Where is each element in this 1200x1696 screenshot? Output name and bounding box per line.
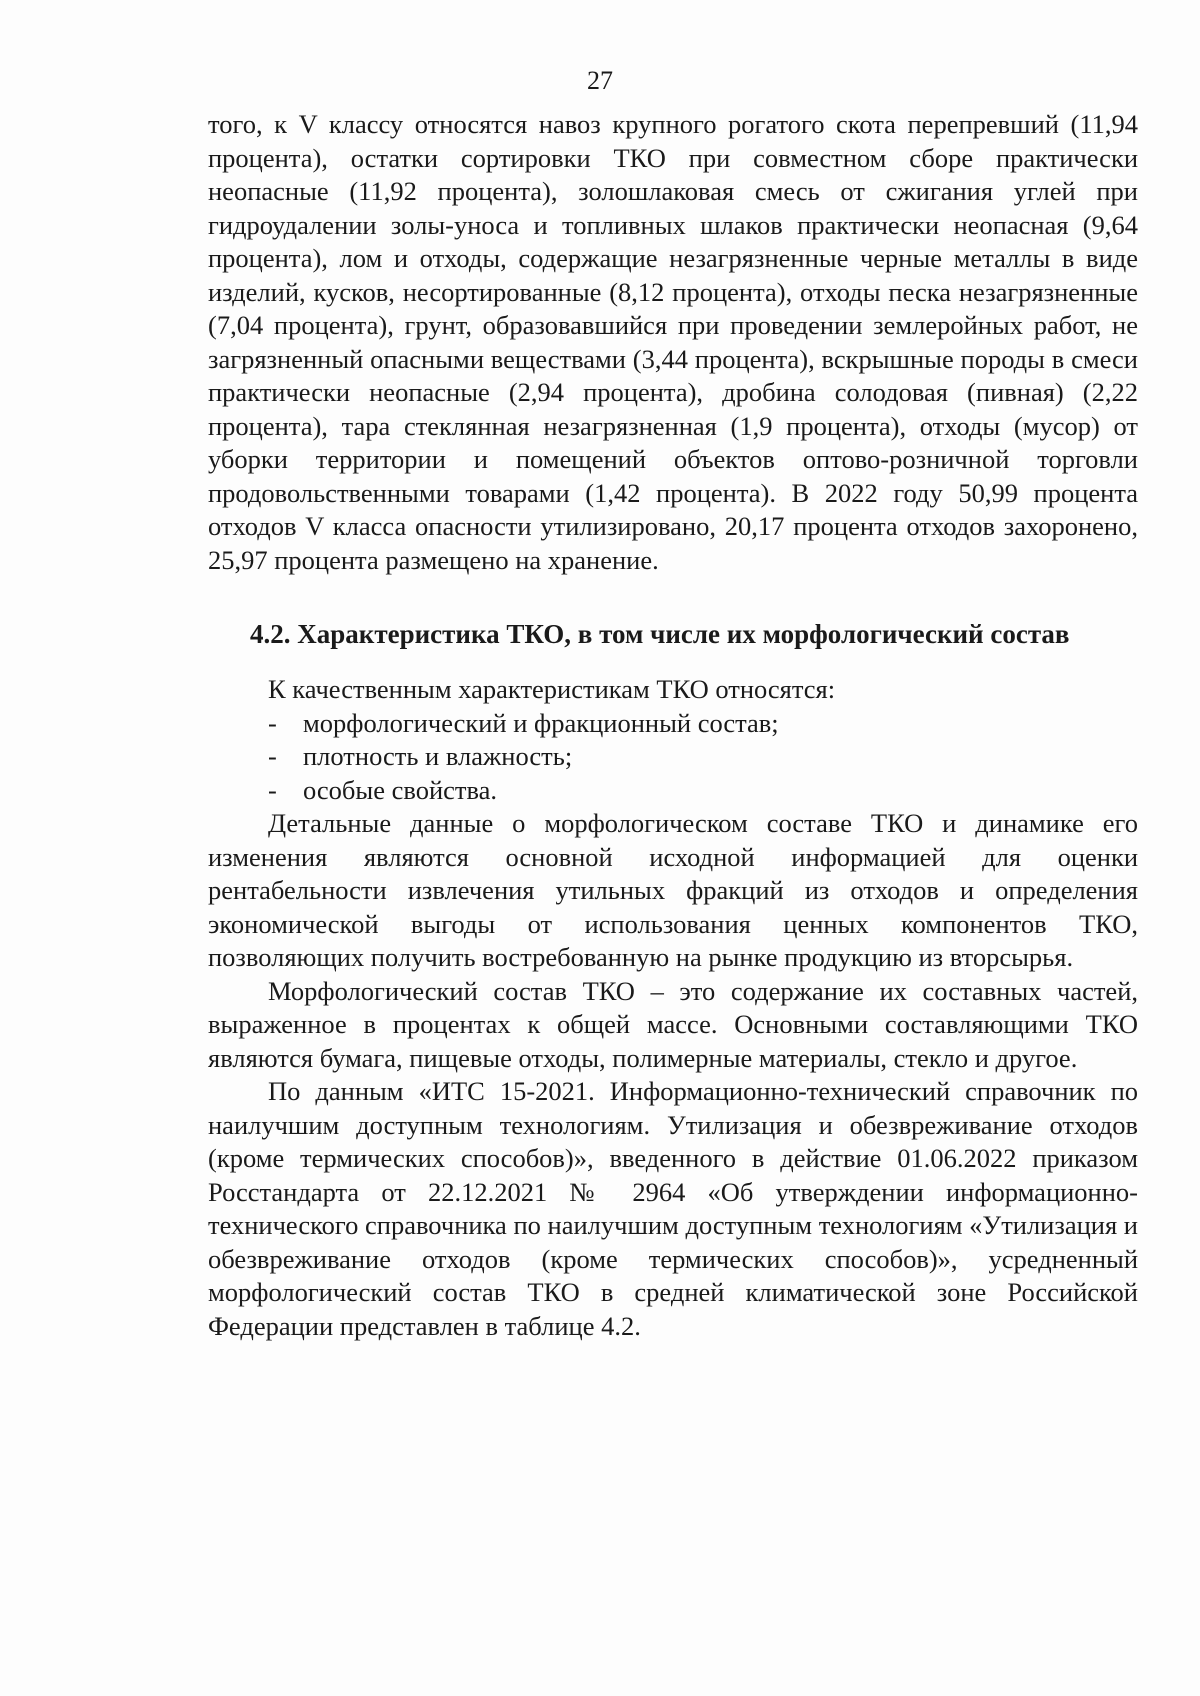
paragraph-morphology-definition: Морфологический состав ТКО – это содержание их составных частей, выраженное в процентах к общей массе. Основными составляющими ТКО являются бумага, пищевые отходы, полимерные материалы, стекло и другое. — [208, 975, 1138, 1073]
list-intro: К качественным характеристикам ТКО относятся: — [268, 674, 836, 704]
list-marker: - — [268, 741, 277, 771]
paragraph-morphology-data: Детальные данные о морфологическом составе ТКО и динамике его изменения являются основной исходной информацией для оценки рентабельности извлечения утильных фракций из отходов и определения экономической выгоды от использования ценных компонентов ТКО, позволяющих получить востребованную на рынке продукцию из вторсырья. — [208, 808, 1138, 972]
list-item-text: морфологический и фракционный состав; — [303, 707, 779, 738]
section-title: 4.2. Характеристика ТКО, в том числе их морфологический состав — [250, 619, 1070, 649]
list-item — [208, 740, 1138, 774]
page-content — [208, 108, 1138, 1343]
characteristics-list — [208, 707, 1138, 808]
list-item-text: особые свойства. — [303, 774, 498, 805]
list-item — [208, 774, 1138, 808]
intro-paragraph: того, к V классу относятся навоз крупного рогатого скота перепревший (11,94 процента), остатки сортировки ТКО при совместном сборе практически неопасные (11,92 процента), золошлаковая смесь от сжигания углей при гидроудалении золы-уноса и топливных шлаков практически неопасная (9,64 процента), лом и отходы, содержащие незагрязненные черные металлы в виде изделий, кусков, несортированные (8,12 процента), отходы песка незагрязненные (7,04 процента), грунт, образовавшийся при проведении землеройных работ, не загрязненный опасными веществами (3,44 процента), вскрышные породы в смеси практически неопасные (2,94 процента), дробина солодовая (пивная) (2,22 процента), тара стеклянная незагрязненная (1,9 процента), отходы (мусор) от уборки территории и помещений объектов оптово-розничной торговли продовольственными товарами (1,42 процента). В 2022 году 50,99 процента отходов V класса опасности утилизировано, 20,17 процента отходов захоронено, 25,97 процента размещено на хранение. — [208, 109, 1138, 575]
list-marker: - — [268, 707, 277, 738]
list-item — [208, 707, 1138, 741]
page-number: 27 — [587, 66, 613, 95]
paragraph-its-reference: По данным «ИТС 15-2021. Информационно-технический справочник по наилучшим доступным технологиям. Утилизация и обезвреживание отходов (кроме термических способов)», введенного в действие 01.06.2022 приказом Росстандарта от 22.12.2021 № 2964 «Об утверждении информационно-технического справочника по наилучшим доступным технологиям «Утилизация и обезвреживание отходов (кроме термических способов)», усредненный морфологический состав ТКО в средней климатической зоне Российской Федерации представлен в таблице 4.2. — [208, 1076, 1138, 1341]
list-item-text: плотность и влажность; — [303, 741, 573, 771]
list-marker: - — [268, 774, 277, 805]
